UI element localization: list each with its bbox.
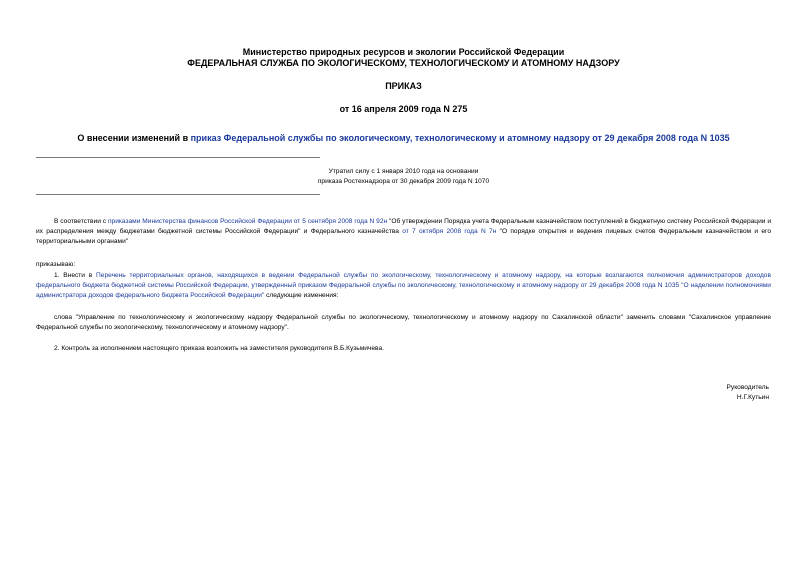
item-2-paragraph xyxy=(36,344,771,354)
signature-position: Руководитель xyxy=(726,384,769,391)
status-note xyxy=(300,167,507,187)
divider-bottom xyxy=(36,194,320,195)
signature-name: Н.Г.Кутьин xyxy=(736,394,769,401)
preamble-text-1: В соответствии с xyxy=(54,218,108,225)
doc-title xyxy=(0,133,807,144)
preamble-text-2: "Об утверждении Порядка учета Федеральным казначейством поступлений в бюджетную систему Российской Федерации и их распределения между бюджетами бюджетной системы Российской Федерации" и Федерального казначейства xyxy=(36,218,772,235)
item-2-text: 2. Контроль за исполнением настоящего приказа возложить на заместителя руководителя В.Б.Кузьмичева. xyxy=(54,345,384,352)
signature-block xyxy=(727,383,769,403)
preamble-paragraph xyxy=(36,217,771,247)
item-1-text-2: следующие изменения: xyxy=(264,292,339,299)
preamble-link-minfin[interactable]: приказами Министерства финансов Российской Федерации от 5 сентября 2008 года N 92н xyxy=(107,218,388,225)
preamble-text-3: "О порядке открытия и ведения лицевых счетов Федеральным казначейством и его территориальными органами" xyxy=(36,228,771,245)
doc-title-prefix: О внесении изменений в xyxy=(77,133,191,143)
status-note-line2: приказа Ростехнадзора от 30 декабря 2009 года N 1070 xyxy=(317,178,490,185)
ministry-heading: Министерство природных ресурсов и экологии Российской Федерации xyxy=(242,47,565,57)
order-word: приказываю: xyxy=(36,261,76,268)
doc-title-link[interactable]: приказ Федеральной службы по экологическому, технологическому и атомному надзору от 29 декабря 2008 года N 1035 xyxy=(190,133,730,143)
item-1-paragraph xyxy=(36,271,771,301)
divider-top xyxy=(36,157,320,158)
change-paragraph xyxy=(36,313,771,333)
status-note-line1: Утратил силу с 1 января 2010 года на основании xyxy=(328,168,479,175)
item-1-text-1: 1. Внести в xyxy=(54,272,97,279)
doc-type: ПРИКАЗ xyxy=(385,81,422,91)
item-1-link-perechen[interactable]: Перечень территориальных органов, находящихся в ведении Федеральной службы по экологическому, технологическому и атомному надзору, на которые возлагаются полномочия администраторов доходов федерального бюджета бюджетной системы Российской Федерации, утвержденный приказом Федеральной службы по экологическому, технологическому и атомному надзору от 29 декабря 2008 года N 1035 "О наделении полномочиями администратора доходов федерального бюджета Российской Федерации" xyxy=(36,272,771,299)
change-text: слова "Управление по технологическому и экологическому надзору Федеральной службы по экологическому, технологическому и атомному надзору по Сахалинской области" заменить словами "Сахалинское управление Федеральной службы по экологическому, технологическому и атомному надзору". xyxy=(36,314,771,331)
preamble-link-kaznachejstvo[interactable]: от 7 октября 2008 года N 7н xyxy=(402,228,497,235)
service-heading: ФЕДЕРАЛЬНАЯ СЛУЖБА ПО ЭКОЛОГИЧЕСКОМУ, ТЕХНОЛОГИЧЕСКОМУ И АТОМНОМУ НАДЗОРУ xyxy=(187,58,620,68)
doc-date-number: от 16 апреля 2009 года N 275 xyxy=(339,104,468,114)
